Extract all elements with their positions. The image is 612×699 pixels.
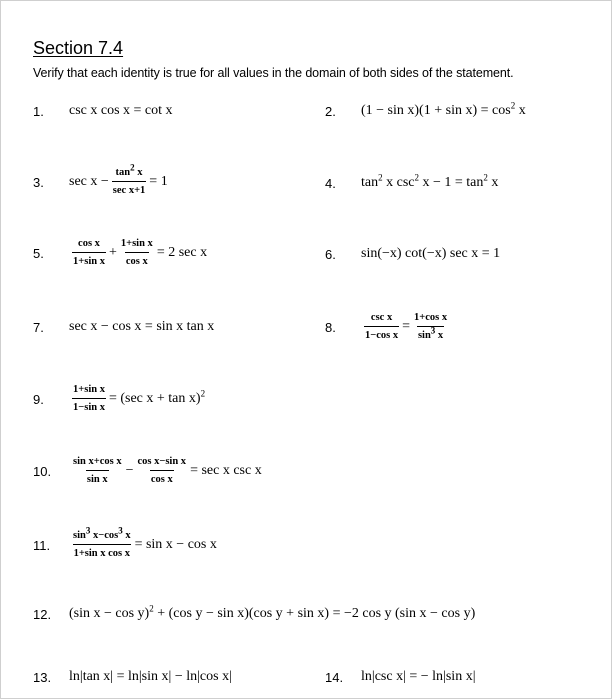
problem-2 xyxy=(325,100,526,119)
instructions: Verify that each identity is true for all values in the domain of both sides of the statement. xyxy=(33,66,514,80)
problem-number: 10. xyxy=(33,463,52,479)
identity-right: = 1 xyxy=(149,174,168,189)
identity: sin(−x) cot(−x) sec x = 1 xyxy=(361,246,501,261)
equals-sign: = xyxy=(402,319,411,334)
fraction-2: $\frac{\text{cos x−sin x}}{\text{cos x}}$ xyxy=(137,456,187,485)
identity: $(1 - \sin x)(1 + \sin x) = \cos^2 x$ xyxy=(361,100,526,118)
problem-4 xyxy=(325,172,499,191)
fraction-1: $\frac{\text{sin x+cos x}}{\text{sin x}}$ xyxy=(73,456,122,485)
identity: ln|tan x| = ln|sin x| − ln|cos x| xyxy=(69,669,232,684)
problem-number: 2. xyxy=(325,103,336,119)
plus-sign: + xyxy=(108,245,117,260)
identity: (sin x − cos y)$^2$ + (cos y − sin x)(cos y + sin x) = −2 cos y (sin x − cos y) xyxy=(69,603,476,621)
problem-number: 13. xyxy=(33,669,52,685)
identity: sec x − cos x = sin x tan x xyxy=(69,319,215,334)
identity: csc x cos x = cot x xyxy=(69,103,173,118)
problem-number: 6. xyxy=(325,246,336,262)
identity-right: = (sec x + tan x)$^2$ xyxy=(108,388,206,406)
problem-10 xyxy=(33,456,262,486)
identity-right: = sin x − cos x xyxy=(134,537,217,552)
identity-left: sec x − xyxy=(69,174,109,189)
identity-right: = sec x csc x xyxy=(190,463,262,478)
problem-8 xyxy=(325,312,451,342)
problem-13 xyxy=(33,669,232,685)
problem-14 xyxy=(325,669,476,685)
identity: $\tan^2 x$ $\csc^2 x - 1 = \tan^2 x$ xyxy=(361,172,499,190)
problem-number: 9. xyxy=(33,391,44,407)
identity: ln|csc x| = − ln|sin x| xyxy=(361,669,476,684)
fraction-1: $\frac{\text{cos x}}{\text{1+sin x}}$ xyxy=(73,238,105,267)
problem-number: 8. xyxy=(325,319,336,335)
fraction: $\frac{\text{1+sin x}}{\text{1−sin x}}$ xyxy=(73,384,105,413)
problem-number: 3. xyxy=(33,174,44,190)
fraction-2: $\frac{\text{1+cos x}}{\sin^3 x}$ xyxy=(414,312,448,341)
section-heading: Section 7.4 xyxy=(33,38,124,58)
problem-1 xyxy=(33,103,173,119)
fraction: $\frac{\tan^2 x}{\text{sec x+1}}$ xyxy=(112,162,146,196)
problem-9 xyxy=(33,384,205,414)
problem-12 xyxy=(33,603,476,622)
problem-number: 7. xyxy=(33,319,44,335)
problem-number: 12. xyxy=(33,606,52,622)
problem-7 xyxy=(33,319,214,335)
minus-sign: − xyxy=(125,463,134,478)
problem-number: 4. xyxy=(325,175,336,191)
problem-6 xyxy=(325,246,500,262)
problem-11 xyxy=(33,525,217,560)
problem-number: 1. xyxy=(33,103,44,119)
fraction-2: $\frac{\text{1+sin x}}{\text{cos x}}$ xyxy=(120,238,153,267)
problem-3 xyxy=(33,162,168,197)
problem-5 xyxy=(33,238,207,268)
fraction: $\frac{\sin^3 x-\cos^3 x}{\text{1+sin x cos x}}$ xyxy=(73,525,131,559)
fraction-1: $\frac{\text{csc x}}{\text{1−cos x}}$ xyxy=(365,312,399,341)
problem-number: 5. xyxy=(33,245,44,261)
problem-number: 11. xyxy=(33,537,51,553)
problem-number: 14. xyxy=(325,669,344,685)
identity-right: = 2 sec x xyxy=(156,245,208,260)
